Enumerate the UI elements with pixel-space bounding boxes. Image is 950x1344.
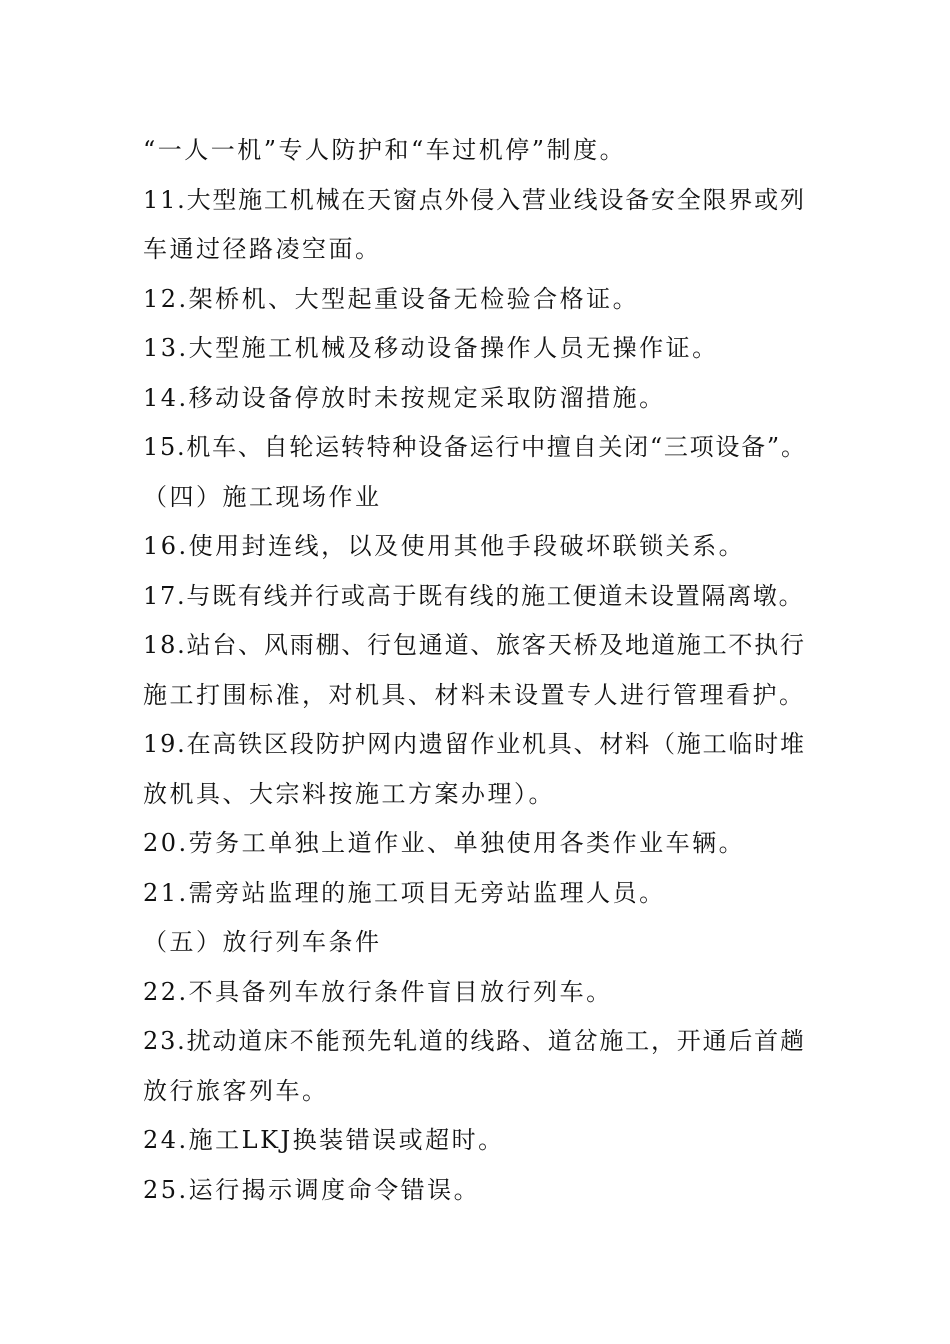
section-heading-4: （四）施工现场作业 — [143, 482, 382, 511]
list-item-12: 12.架桥机、大型起重设备无检验合格证。 — [143, 284, 640, 313]
list-item-24: 24.施工LKJ换装错误或超时。 — [143, 1126, 505, 1154]
section-heading-5: （五）放行列车条件 — [143, 928, 382, 956]
list-item-21: 21.需旁站监理的施工项目无旁站监理人员。 — [143, 878, 666, 907]
list-item-11: 11.大型施工机械在天窗点外侵入营业线设备安全限界或列 — [143, 185, 806, 214]
text-line: “一人一机”专人防护和“车过机停”制度。 — [143, 136, 627, 164]
list-item-13: 13.大型施工机械及移动设备操作人员无操作证。 — [143, 334, 719, 362]
list-item-25: 25.运行揭示调度命令错误。 — [143, 1175, 481, 1204]
list-item-19-continuation: 放机具、大宗料按施工方案办理）。 — [143, 779, 555, 808]
list-item-20: 20.劳务工单独上道作业、单独使用各类作业车辆。 — [143, 829, 746, 857]
list-item-19: 19.在高铁区段防护网内遗留作业机具、材料（施工临时堆 — [143, 730, 806, 758]
list-item-23: 23.扰动道床不能预先轧道的线路、道岔施工，开通后首趟 — [143, 1027, 806, 1055]
list-item-17: 17.与既有线并行或高于既有线的施工便道未设置隔离墩。 — [143, 581, 805, 610]
list-item-11-continuation: 车通过径路凌空面。 — [143, 235, 382, 263]
list-item-15: 15.机车、自轮运转特种设备运行中擅自关闭“三项设备”。 — [143, 433, 807, 461]
list-item-22: 22.不具备列车放行条件盲目放行列车。 — [143, 977, 613, 1006]
list-item-18: 18.站台、风雨棚、行包通道、旅客天桥及地道施工不执行 — [143, 631, 806, 659]
list-item-16: 16.使用封连线，以及使用其他手段破坏联锁关系。 — [143, 532, 746, 560]
list-item-14: 14.移动设备停放时未按规定采取防溜措施。 — [143, 383, 666, 412]
document-body — [143, 126, 807, 1215]
list-item-18-continuation: 施工打围标准，对机具、材料未设置专人进行管理看护。 — [143, 680, 806, 709]
list-item-23-continuation: 放行旅客列车。 — [143, 1076, 329, 1105]
